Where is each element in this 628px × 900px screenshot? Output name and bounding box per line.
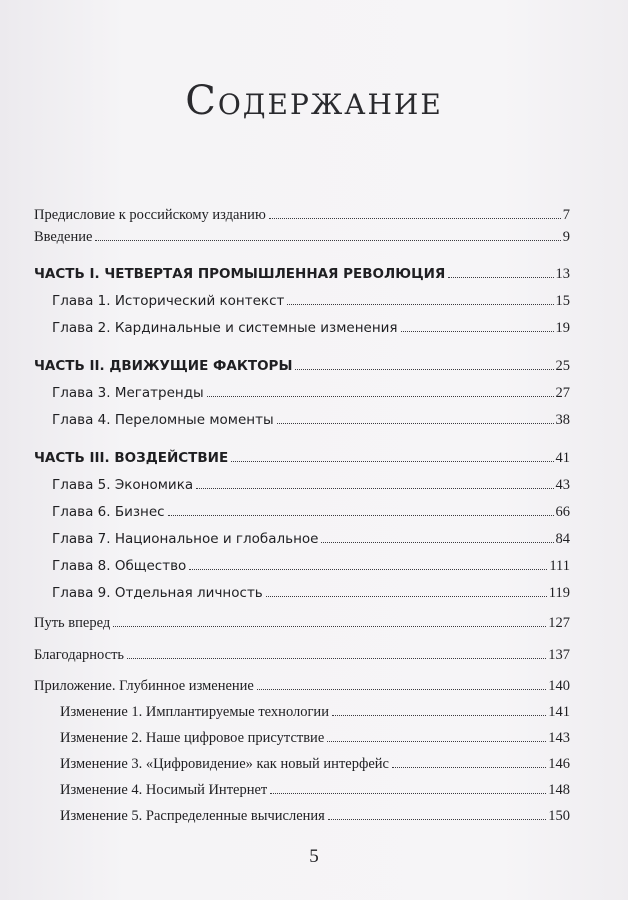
toc-entry-title: Изменение 4. Носимый Интернет bbox=[60, 782, 268, 798]
toc-shift-5 bbox=[60, 807, 570, 825]
page-title: Содержание bbox=[185, 78, 443, 124]
toc-entry-title: Глава 3. Мегатренды bbox=[52, 385, 204, 401]
toc-entry-page: 27 bbox=[555, 385, 570, 401]
toc-entry-page: 7 bbox=[562, 207, 570, 223]
toc-entry-title: Изменение 2. Наше цифровое присутствие bbox=[60, 730, 325, 746]
toc-entry-page: 25 bbox=[555, 358, 570, 374]
toc-entry-title: Благодарность bbox=[34, 647, 125, 663]
toc-entry-title: Введение bbox=[34, 229, 93, 245]
toc-entry-title: Глава 7. Национальное и глобальное bbox=[52, 531, 319, 547]
toc-entry-title: Глава 1. Исторический контекст bbox=[52, 293, 285, 309]
toc-entry-title: ЧАСТЬ III. ВОЗДЕЙСТВИЕ bbox=[34, 450, 229, 466]
toc-entry-preface bbox=[34, 206, 570, 224]
toc-entry-introduction bbox=[34, 228, 570, 246]
toc-entry-title: Изменение 5. Распределенные вычисления bbox=[60, 808, 325, 824]
toc-chapter-4 bbox=[52, 411, 570, 429]
toc-entry-page: 13 bbox=[555, 266, 570, 282]
toc-entry-title: ЧАСТЬ I. ЧЕТВЕРТАЯ ПРОМЫШЛЕННАЯ РЕВОЛЮЦИЯ bbox=[34, 266, 446, 282]
toc-entry-title: Изменение 1. Имплантируемые технологии bbox=[60, 704, 329, 720]
toc-entry-page: 140 bbox=[548, 678, 570, 694]
toc-entry-title: Приложение. Глубинное изменение bbox=[34, 678, 254, 694]
toc-entry-title: ЧАСТЬ II. ДВИЖУЩИЕ ФАКТОРЫ bbox=[34, 358, 293, 374]
toc-entry-page: 66 bbox=[555, 504, 570, 520]
toc-chapter-6 bbox=[52, 503, 570, 521]
toc-entry-page: 19 bbox=[555, 320, 570, 336]
toc-entry-page: 9 bbox=[562, 229, 570, 245]
toc-entry-appendix bbox=[34, 677, 570, 695]
toc-part-2 bbox=[34, 357, 570, 375]
toc-entry-way-forward bbox=[34, 614, 570, 632]
toc-chapter-9 bbox=[52, 584, 570, 602]
toc-entry-title: Глава 5. Экономика bbox=[52, 477, 194, 493]
toc-chapter-2 bbox=[52, 319, 570, 337]
toc-entry-title: Предисловие к российскому изданию bbox=[34, 207, 266, 223]
toc-entry-page: 146 bbox=[548, 756, 570, 772]
toc-chapter-5 bbox=[52, 476, 570, 494]
toc-chapter-3 bbox=[52, 384, 570, 402]
toc-entry-page: 127 bbox=[548, 615, 570, 631]
toc-entry-title: Изменение 3. «Цифровидение» как новый интерфейс bbox=[60, 756, 389, 772]
toc-part-1 bbox=[34, 265, 570, 283]
toc-entry-title: Путь вперед bbox=[34, 615, 111, 631]
toc-entry-page: 84 bbox=[555, 531, 570, 547]
toc-shift-3 bbox=[60, 755, 570, 773]
toc-entry-page: 41 bbox=[555, 450, 570, 466]
toc-entry-page: 38 bbox=[555, 412, 570, 428]
toc-entry-page: 148 bbox=[548, 782, 570, 798]
toc-entry-page: 43 bbox=[555, 477, 570, 493]
toc-entry-title: Глава 6. Бизнес bbox=[52, 504, 165, 520]
toc-entry-title: Глава 9. Отдельная личность bbox=[52, 585, 263, 601]
toc-entry-acknowledgements bbox=[34, 646, 570, 664]
toc-chapter-1 bbox=[52, 292, 570, 310]
toc-entry-page: 119 bbox=[548, 585, 570, 601]
toc-entry-page: 111 bbox=[549, 558, 570, 574]
toc-shift-2 bbox=[60, 729, 570, 747]
toc-entry-page: 137 bbox=[548, 647, 570, 663]
toc-entry-title: Глава 8. Общество bbox=[52, 558, 187, 574]
toc-entry-title: Глава 4. Переломные моменты bbox=[52, 412, 274, 428]
toc-entry-page: 143 bbox=[548, 730, 570, 746]
toc-entry-page: 15 bbox=[555, 293, 570, 309]
toc-chapter-8 bbox=[52, 557, 570, 575]
toc-shift-1 bbox=[60, 703, 570, 721]
toc-shift-4 bbox=[60, 781, 570, 799]
toc-chapter-7 bbox=[52, 530, 570, 548]
page-number: 5 bbox=[309, 846, 319, 867]
toc-entry-title: Глава 2. Кардинальные и системные изменения bbox=[52, 320, 398, 336]
toc-part-3 bbox=[34, 449, 570, 467]
toc-entry-page: 150 bbox=[548, 808, 570, 824]
toc-entry-page: 141 bbox=[548, 704, 570, 720]
